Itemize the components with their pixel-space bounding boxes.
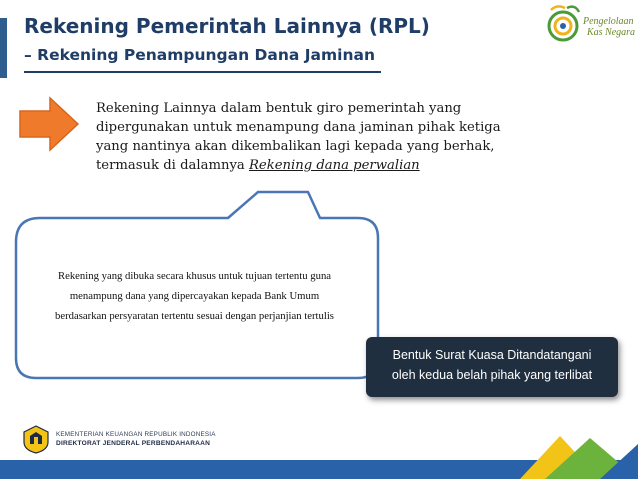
- surat-kuasa-note-box: [366, 337, 618, 397]
- callout-line-1: Rekening yang dibuka secara khusus untuk tujuan tertentu guna: [57, 270, 332, 282]
- footer-directorate-name: DIREKTORAT JENDERAL PERBENDAHARAAN: [56, 440, 211, 447]
- intro-line-4-prefix: termasuk di dalamnya: [96, 158, 249, 173]
- intro-line-1: Rekening Lainnya dalam bentuk giro pemerintah yang: [96, 101, 462, 116]
- callout-line-2: menampung dana yang dipercayakan kepada Bank Umum: [69, 290, 320, 302]
- slide-title: Rekening Pemerintah Lainnya (RPL): [24, 14, 430, 38]
- footer-ministry-name: KEMENTERIAN KEUANGAN REPUBLIK INDONESIA: [56, 431, 216, 438]
- logo-text-line1: Pengelolaan: [583, 16, 634, 27]
- callout-line-3: berdasarkan persyaratan tertentu sesuai dengan perjanjian tertulis: [55, 310, 334, 322]
- rekening-dana-perwalian-term: Rekening dana perwalian: [248, 158, 420, 173]
- intro-line-2: dipergunakan untuk menampung dana jaminan pihak ketiga: [96, 120, 501, 135]
- note-line-1: Bentuk Surat Kuasa Ditandatangani: [392, 348, 592, 362]
- callout-definition: [22, 266, 367, 326]
- slide-subtitle: – Rekening Penampungan Dana Jaminan: [24, 46, 375, 64]
- logo-text-line2: Kas Negara: [587, 27, 636, 38]
- footer-bar: [0, 460, 638, 479]
- intro-line-3: yang nantinya akan dikembalikan lagi kepada yang berhak,: [96, 139, 495, 154]
- kemenkeu-emblem-icon: [20, 424, 52, 454]
- note-line-2: oleh kedua belah pihak yang terlibat: [391, 368, 593, 382]
